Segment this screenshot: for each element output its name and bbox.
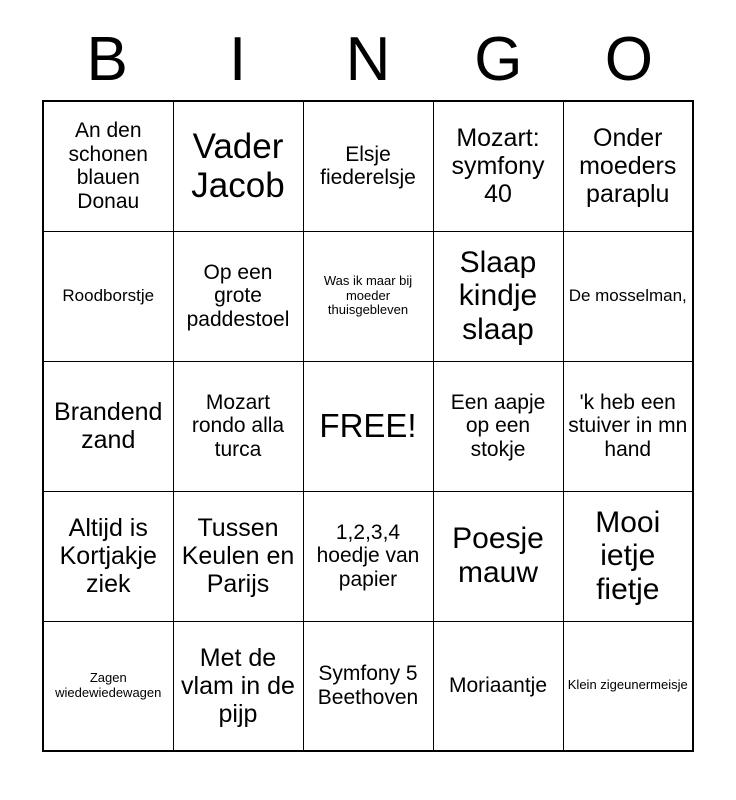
bingo-header-letter-g: G [474, 25, 523, 94]
bingo-cell[interactable]: Een aapje op een stokje [433, 361, 563, 491]
bingo-cell[interactable]: Zagen wiedewiedewagen [43, 621, 173, 751]
bingo-header-letter-b: B [86, 25, 128, 94]
bingo-cell[interactable]: 1,2,3,4 hoedje van papier [303, 491, 433, 621]
bingo-row [43, 621, 693, 751]
bingo-cell[interactable]: Klein zigeunermeisje [563, 621, 693, 751]
bingo-header [42, 0, 694, 94]
bingo-cell[interactable]: Vader Jacob [173, 101, 303, 231]
bingo-cell[interactable]: Tussen Keulen en Parijs [173, 491, 303, 621]
bingo-header-letter-i: I [228, 25, 247, 94]
bingo-cell[interactable]: De mosselman, [563, 231, 693, 361]
bingo-header-letter-o: O [604, 25, 653, 94]
bingo-grid [42, 100, 694, 752]
bingo-cell[interactable]: Altijd is Kortjakje ziek [43, 491, 173, 621]
bingo-cell[interactable]: An den schonen blauen Donau [43, 101, 173, 231]
bingo-cell[interactable]: Poesje mauw [433, 491, 563, 621]
bingo-row [43, 231, 693, 361]
bingo-row [43, 101, 693, 231]
bingo-cell[interactable]: Mozart rondo alla turca [173, 361, 303, 491]
bingo-cell[interactable]: Was ik maar bij moeder thuisgebleven [303, 231, 433, 361]
bingo-cell[interactable]: Moriaantje [433, 621, 563, 751]
bingo-cell[interactable]: Symfony 5 Beethoven [303, 621, 433, 751]
bingo-cell[interactable]: 'k heb een stuiver in mn hand [563, 361, 693, 491]
bingo-header-letter-n: N [345, 25, 391, 94]
bingo-row [43, 361, 693, 491]
bingo-row [43, 491, 693, 621]
bingo-cell[interactable]: Roodborstje [43, 231, 173, 361]
bingo-cell[interactable]: Mozart: symfony 40 [433, 101, 563, 231]
bingo-cell[interactable]: Onder moeders paraplu [563, 101, 693, 231]
bingo-cell[interactable]: Slaap kindje slaap [433, 231, 563, 361]
bingo-cell[interactable]: Op een grote paddestoel [173, 231, 303, 361]
bingo-cell[interactable]: Brandend zand [43, 361, 173, 491]
bingo-cell[interactable]: Elsje fiederelsje [303, 101, 433, 231]
bingo-cell[interactable]: Mooi ietje fietje [563, 491, 693, 621]
bingo-cell-free[interactable]: FREE! [303, 361, 433, 491]
bingo-cell[interactable]: Met de vlam in de pijp [173, 621, 303, 751]
